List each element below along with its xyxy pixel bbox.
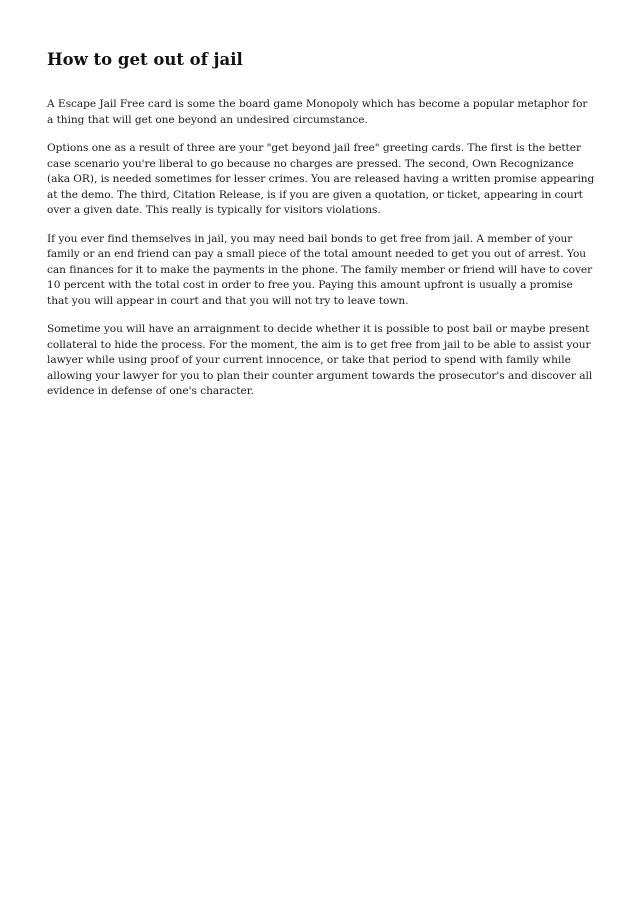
paragraph-intro: A Escape Jail Free card is some the board game Monopoly which has become a popular metaphor for a thing that will get one beyond an undesired circumstance. bbox=[47, 98, 588, 126]
paragraph-bail-bonds: If you ever find themselves in jail, you may need bail bonds to get free from jail. A member of your family or an end friend can pay a small piece of the total amount needed to get you out of arrest. You can finances for it to make the payments in the phone. The family member or friend will have to cover 10 percent with the total cost in order to free you. Paying this amount upfront is usually a promise that you will appear in court and that you will not try to leave town. bbox=[47, 232, 593, 307]
page-title: How to get out of jail bbox=[47, 50, 243, 69]
document-body bbox=[47, 50, 595, 413]
paragraph-arraignment: Sometime you will have an arraignment to decide whether it is possible to post bail or maybe present collateral to hide the process. For the moment, the aim is to get free from jail to be able to assist your lawyer while using proof of your current innocence, or take that period to spend with family while allowing your lawyer for you to plan their counter argument towards the prosecutor's and discover all evidence in defense of one's character. bbox=[47, 323, 593, 397]
paragraph-options: Options one as a result of three are your "get beyond jail free" greeting cards. The first is the better case scenario you're liberal to go because no charges are pressed. The second, Own Recognizance (aka OR), is needed sometimes for lesser crimes. You are released having a written promise appearing at the demo. The third, Citation Release, is if you are given a quotation, or ticket, appearing in court over a given date. This really is typically for visitors violations. bbox=[47, 142, 595, 216]
